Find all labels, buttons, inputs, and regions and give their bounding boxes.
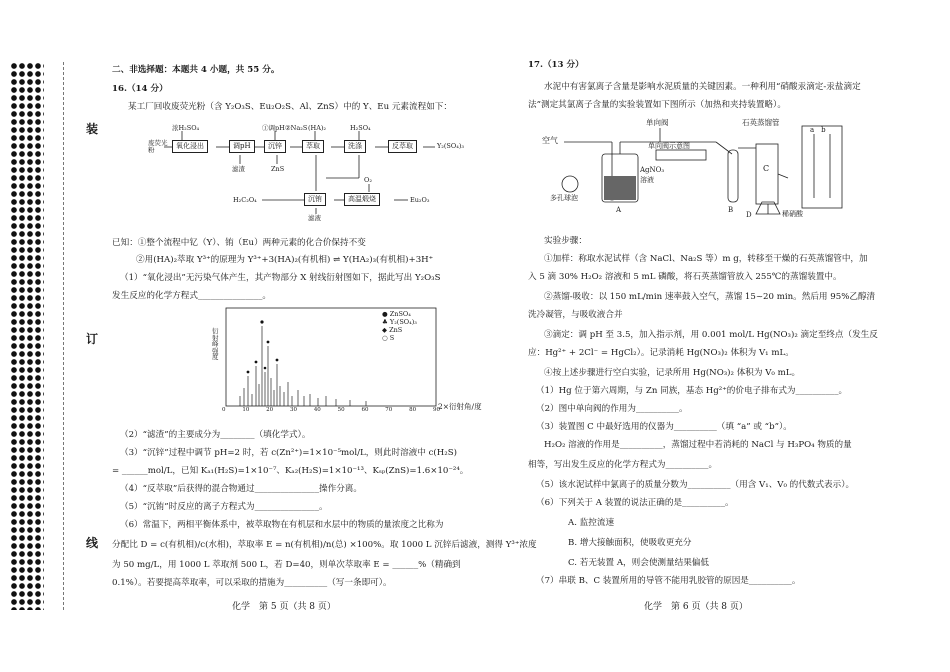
q17-heading: 17.（13 分）: [528, 60, 584, 70]
label-air: 空气: [542, 136, 558, 145]
q16-1-line1: （1）“氧化浸出”无污染气体产生，其产物部分 X 射线衍射图如下，据此写出 Y₂O₃S: [120, 273, 441, 283]
step-washing: 洗涤: [344, 140, 366, 153]
reagent-oxalic: H₂C₂O₄: [233, 196, 257, 204]
waste-zns: ZnS: [271, 165, 285, 173]
binding-pattern: [10, 62, 44, 610]
apparatus-drawing: [528, 114, 908, 224]
option-b: B. 增大接触面积，使吸收更充分: [568, 538, 692, 548]
known-1: 已知：①整个流程中钇（Y）、铕（Eu）两种元素的化合价保持不变: [112, 238, 366, 248]
xrd-xlabel: 2×衍射角/度: [438, 402, 482, 411]
xrd-ylabel: 衍射峰强度: [212, 327, 219, 361]
label-b: B: [728, 206, 734, 214]
option-a: A. 监控流速: [568, 518, 615, 528]
label-quartz-tube: 石英蒸馏管: [742, 118, 780, 127]
label-agno3: AgNO₃: [640, 166, 665, 174]
xrd-xticks: 0 10 20 30 40 50 60 70 80 90: [222, 407, 440, 413]
step-eu-precip: 沉铕: [304, 193, 326, 206]
reagent-ha2: (HA)₂: [308, 124, 327, 132]
step-2-line2: 洗冷凝管，与吸收液合并: [528, 310, 623, 320]
step-1-line1: ①加样：称取水泥试样（含 NaCl、Na₂S 等）m g，转移至干燥的石英蒸馏管中，加: [544, 254, 868, 264]
product-y2so43: Y₂(SO₄)₃: [437, 142, 464, 150]
step-back-extraction: 反萃取: [388, 140, 417, 153]
binding-char-1: 装: [86, 122, 99, 136]
waste-residue: 滤渣: [232, 165, 245, 173]
q16-3-line2: = ______mol/L，已知 Kₐ₁(H₂S)=1×10⁻⁷、Kₐ₂(H₂S)=1×10⁻¹³、Kₛₚ(ZnS)=1.6×10⁻²⁴。: [112, 466, 469, 476]
flow-chart: [112, 118, 484, 223]
legend-znso4: ● ZnSO₄: [382, 310, 411, 318]
q17-3: （3）装置图 C 中最好选用的仪器为__________（填 “a” 或 “b”）。: [536, 422, 792, 432]
q16-3-line1: （3）“沉锌”过程中调节 pH=2 时，若 c(Zn²⁺)=1×10⁻⁵mol/L，则此时溶液中 c(H₂S): [120, 448, 457, 458]
q17-intro-2: 法”测定其氯离子含量的实验装置如下图所示（加热和夹持装置略）。: [528, 100, 786, 110]
section-heading: 二、非选择题：本题共 4 小题，共 55 分。: [112, 65, 280, 75]
product-eu2o3: Eu₂O₃: [410, 196, 430, 204]
step-calcination: 高温煅烧: [344, 193, 380, 206]
legend-zns: ◆ ZnS: [382, 326, 403, 335]
apparatus-figure: [528, 114, 908, 224]
option-c: C. 若无装置 A，则会使测量结果偏低: [568, 558, 709, 568]
waste-filtrate: 滤液: [308, 214, 321, 222]
reagent-h2so4-conc: 浓H₂SO₄: [172, 124, 200, 132]
step-4: ④按上述步骤进行空白实验，记录所用 Hg(NO₃)₂ 体积为 V₀ mL。: [544, 368, 801, 378]
step-2-line1: ②蒸馏-吸收：以 150 mL/min 速率鼓入空气，蒸馏 15~20 min。然后用 95%乙醇清: [544, 292, 876, 302]
label-check-valve: 单向阀: [646, 118, 669, 127]
raw-material: 废荧光粉: [148, 139, 168, 155]
page-footer-6: 化学 第 6 页（共 8 页）: [644, 602, 748, 612]
q16-6-line3: 为 50 mg/L，用 1000 L 萃取剂 500 L，若 D=40，则单次萃取率 E = ______%（精确到: [112, 560, 461, 570]
page-6: [528, 0, 908, 672]
xrd-legend: [382, 310, 417, 343]
binding-margin: [0, 0, 99, 672]
q17-5: （5）该水泥试样中氯离子的质量分数为__________（用含 V₁、V₀ 的代数式表示）。: [536, 480, 855, 490]
label-ab: a b: [810, 126, 826, 134]
label-solution: 溶液: [640, 176, 654, 184]
page-footer-5: 化学 第 5 页（共 8 页）: [232, 602, 336, 612]
q16-heading: 16.（14 分）: [112, 84, 168, 94]
reagent-ph-na2s: ①调pH②Na₂S: [262, 124, 308, 132]
q17-6: （6）下列关于 A 装置的说法正确的是__________。: [536, 498, 734, 508]
q16-2: （2）“滤渣”的主要成分为________（填化学式）。: [120, 430, 311, 440]
binding-char-2: 订: [86, 332, 99, 346]
q17-4-line2: 相等，写出发生反应的化学方程式为__________。: [528, 460, 718, 470]
q17-4-line1: H₂O₂ 溶液的作用是__________，蒸馏过程中若消耗的 NaCl 与 H₃PO₄ 物质的量: [544, 440, 852, 450]
step-3-line1: ③滴定：调 pH 至 3.5，加入指示剂，用 0.001 mol/L Hg(NO₃)₂ 滴定至终点（发生反: [544, 330, 878, 340]
label-dilute-nitric: 稀硝酸: [782, 210, 803, 218]
label-valve-sketch: 单向阀示意图: [648, 142, 690, 150]
step-adjust-ph: 调pH: [229, 140, 255, 153]
cut-line: [63, 62, 64, 610]
label-a: A: [616, 206, 622, 214]
q16-intro: 某工厂回收废荧光粉（含 Y₂O₃S、Eu₂O₂S、Al、ZnS）中的 Y、Eu 元素流程如下：: [128, 102, 452, 112]
q17-1: （1）Hg 位于第六周期，与 Zn 同族，基态 Hg²⁺的价电子排布式为__________。: [536, 386, 848, 396]
q16-5: （5）“沉铕”时反应的离子方程式为_______________。: [120, 502, 328, 512]
known-2: ②用(HA)₂萃取 Y³⁺的原理为 Y³⁺+3(HA)₂(有机相) ⇌ Y(HA₂)₃(有机相)+3H⁺: [136, 255, 434, 265]
reagent-h2so4: H₂SO₄: [350, 124, 371, 132]
q16-6-line2: 分配比 D = c(有机相)/c(水相)，萃取率 E = n(有机相)/n(总) ×100%。取 1000 L 沉锌后滤液，测得 Y³⁺浓度: [112, 540, 537, 550]
q17-intro-1: 水泥中有害氯离子含量是影响水泥质量的关键因素。一种利用“硝酸汞滴定-汞盐滴定: [544, 82, 861, 92]
q17-7: （7）串联 B、C 装置所用的导管不能用乳胶管的原因是__________。: [536, 576, 801, 586]
reagent-o2: O₂: [364, 176, 372, 184]
binding-char-3: 线: [86, 536, 99, 550]
q16-4: （4）“反萃取”后获得的混合物通过_______________操作分离。: [120, 484, 362, 494]
q16-6-line4: 0.1%）。若要提高萃取率，可以采取的措施为__________（写一条即可）。: [112, 578, 392, 588]
label-d: D: [746, 211, 752, 219]
page-5: [112, 0, 537, 672]
flow-arrows: [112, 118, 484, 223]
step-extraction: 萃取: [302, 140, 324, 153]
legend-s: ○ S: [382, 334, 395, 343]
q17-2: （2）图中单向阀的作用为__________。: [536, 404, 688, 414]
step-3-line2: 应：Hg²⁺ + 2Cl⁻ = HgCl₂）。记录消耗 Hg(NO₃)₂ 体积为 V₁ mL。: [528, 348, 794, 358]
step-zinc-precip: 沉锌: [264, 140, 286, 153]
step-oxidative-leach: 氧化浸出: [172, 140, 208, 153]
step-1-line2: 入 5 滴 30% H₂O₂ 溶液和 5 mL 磷酸，将石英蒸馏管放入 255℃的蒸馏装置中。: [528, 272, 842, 282]
q16-1-line2: 发生反应的化学方程式_______________。: [112, 291, 271, 301]
label-bubbler: 多孔球泡: [550, 194, 578, 202]
xrd-pattern: [210, 306, 482, 418]
steps-heading: 实验步骤：: [544, 236, 587, 246]
q16-6-line1: （6）常温下，两相平衡体系中，被萃取物在有机层和水层中的物质的量浓度之比称为: [120, 520, 444, 530]
legend-y2so43: ♣ Y₂(SO₄)₃: [382, 318, 417, 327]
label-c: C: [763, 164, 770, 173]
